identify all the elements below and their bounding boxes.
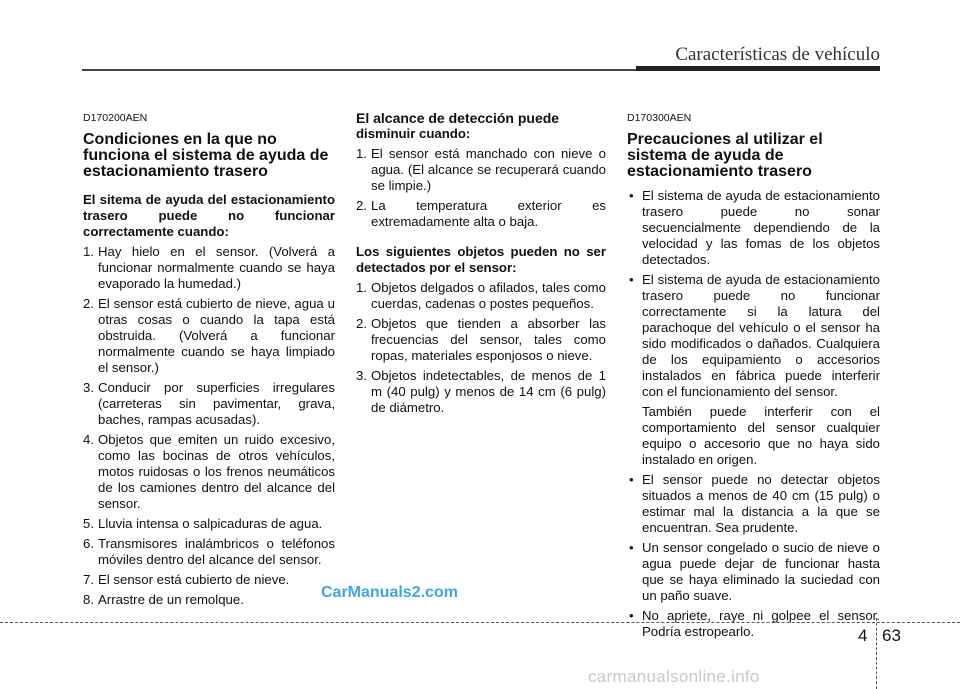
- section-code: D170200AEN: [83, 112, 148, 124]
- footer-rule: [0, 622, 960, 623]
- list-item: • El sistema de ayuda de estacionamiento trasero puede no sonar secuencialmente dependiendo de la velocidad y las fomas de los objetos detectados.: [629, 188, 880, 267]
- section-subheading: El sitema de ayuda del estacionamiento trasero puede no funcionar correctamente cuando:: [83, 192, 335, 239]
- conditions-list: [83, 244, 335, 608]
- section-heading: Condiciones en la que no funciona el sistema de ayuda de estacionamiento trasero: [83, 131, 329, 180]
- list-item: 7. El sensor está cubierto de nieve.: [83, 572, 290, 587]
- list-item: • El sensor puede no detectar objetos situados a menos de 40 cm (15 pulg) o estimar mal la distancia a la que se encuentran. Sea prudente.: [629, 472, 880, 535]
- page-number: 63: [882, 626, 901, 645]
- list-item: 4. Objetos que emiten un ruido excesivo, como las bocinas de otros vehículos, motos ruidosas o los frenos neumáticos de los camiones dentro del alcance del sensor.: [83, 432, 335, 511]
- section-heading: El alcance de detección puede: [356, 110, 560, 126]
- footer-site-watermark: carmanualsonline.info: [588, 667, 760, 686]
- watermark-link[interactable]: CarManuals2.com: [321, 584, 458, 601]
- list-item-continuation: También puede interferir con el comportamiento del sensor cualquier equipo o accesorio que no haya sido instalado en origen.: [642, 404, 880, 467]
- section-code: D170300AEN: [627, 112, 692, 124]
- range-list: [356, 146, 606, 230]
- list-item: • No apriete, raye ni golpee el sensor. Podría estropearlo.: [629, 608, 880, 639]
- column-2: [356, 110, 606, 420]
- header-rule: [82, 69, 636, 71]
- header-rule-accent: [636, 66, 880, 71]
- section-heading: Precauciones al utilizar el sistema de ayuda de estacionamiento trasero: [627, 131, 823, 180]
- list-item: 3. Objetos indetectables, de menos de 1 m (40 pulg) y menos de 14 cm (6 pulg) de diámetro.: [356, 368, 606, 415]
- section-subheading: disminuir cuando:: [356, 126, 471, 141]
- list-item: 5. Lluvia intensa o salpicaduras de agua.: [83, 516, 323, 531]
- list-item: • El sistema de ayuda de estacionamiento trasero puede no funcionar correctamente si la latura del parachoque del vehículo o el sensor ha sido modificados o dañados. Cualquiera de los equipamiento o accesorios instalados en fábrica puede interferir con el funcionamiento del sensor.: [629, 272, 880, 399]
- undetected-objects-list: [356, 280, 606, 416]
- list-item: 1. Hay hielo en el sensor. (Volverá a funcionar normalmente cuando se haya evaporado la humedad.): [83, 244, 335, 291]
- list-item: 2. La temperatura exterior es extremadamente alta o baja.: [356, 198, 606, 229]
- column-1: [83, 110, 335, 612]
- list-item: 1. El sensor está manchado con nieve o agua. (El alcance se recuperará cuando se limpie.): [356, 146, 606, 193]
- precautions-list: [627, 188, 880, 640]
- list-item: 8. Arrastre de un remolque.: [83, 592, 244, 607]
- chapter-number: 4: [858, 626, 868, 645]
- list-item: 3. Conducir por superficies irregulares (carreteras sin pavimentar, grava, baches, rampas acusadas).: [83, 380, 335, 427]
- list-item: 1. Objetos delgados o afilados, tales como cuerdas, cadenas o postes pequeños.: [356, 280, 606, 311]
- list-item: • Un sensor congelado o sucio de nieve o agua puede dejar de funcionar hasta que se haya eliminado la suciedad con un paño suave.: [629, 540, 880, 603]
- list-item: 2. El sensor está cubierto de nieve, agua u otras cosas o cuando la tapa está obstruida. (Volverá a funcionar normalmente cuando se haya limpiado el sensor.): [83, 296, 335, 375]
- list-item: 2. Objetos que tienden a absorber las frecuencias del sensor, tales como ropas, materiales esponjosos o nieve.: [356, 316, 606, 363]
- footer-divider: [876, 618, 877, 689]
- section-subheading: Los siguientes objetos pueden no ser detectados por el sensor:: [356, 244, 606, 275]
- column-3: [627, 110, 880, 644]
- section-title: Características de vehículo: [675, 44, 880, 65]
- list-item: 6. Transmisores inalámbricos o teléfonos móviles dentro del alcance del sensor.: [83, 536, 335, 567]
